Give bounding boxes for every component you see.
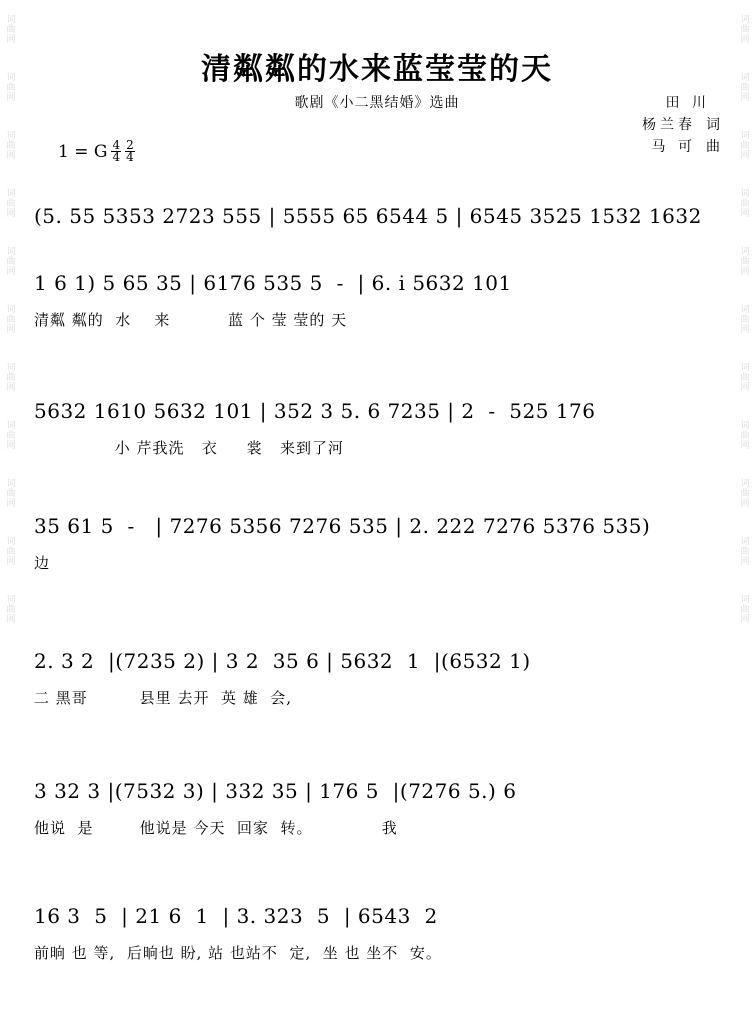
- credit-name: 杨兰春: [642, 117, 696, 133]
- watermark-text: 词曲网: [738, 536, 749, 566]
- music-system-3: [34, 400, 724, 458]
- watermark-column-right: [736, 0, 752, 1022]
- watermark-text: 词曲网: [4, 130, 15, 160]
- credit-row: [642, 136, 720, 158]
- watermark-text: 词曲网: [4, 188, 15, 218]
- notation-line: 16 3 5 | 21 6 1 | 3. 323 5 | 6543 2: [34, 904, 438, 928]
- music-system-4: [34, 515, 724, 573]
- watermark-column-left: [2, 0, 18, 1022]
- watermark-text: 词曲网: [4, 362, 15, 392]
- page-title: 清粼粼的水来蓝莹莹的天: [201, 52, 553, 87]
- notation-line: (5. 55 5353 2723 555 | 5555 65 6544 5 | 6545 3525 1532 1632: [34, 204, 702, 228]
- lyrics-line: 二 黑哥 县里 去开 英 雄 会,: [34, 689, 293, 707]
- watermark-text: 词曲网: [4, 536, 15, 566]
- music-system-2: [34, 272, 724, 330]
- credit-row: [642, 114, 720, 136]
- watermark-text: 词曲网: [738, 246, 749, 276]
- music-system-1: [34, 205, 724, 228]
- watermark-text: 词曲网: [738, 72, 749, 102]
- watermark-text: 词曲网: [738, 594, 749, 624]
- music-system-7: [34, 905, 724, 963]
- watermark-text: 词曲网: [738, 304, 749, 334]
- watermark-text: 词曲网: [738, 362, 749, 392]
- watermark-text: 词曲网: [4, 72, 15, 102]
- credit-name: 马 可: [651, 139, 696, 155]
- notation-line: 35 61 5 - | 7276 5356 7276 535 | 2. 222 7276 5376 535): [34, 514, 651, 538]
- time-signature-duplicate: $\frac{2}{4}$: [126, 138, 134, 165]
- lyrics-line: 清粼 粼的 水 来 蓝 个 莹 莹的 天: [34, 311, 348, 329]
- lyrics-line: 他说 是 他说是 今天 回家 转。 我: [34, 819, 398, 837]
- watermark-text: 词曲网: [738, 420, 749, 450]
- notation-line: 1 6 1) 5 65 35 | 6176 535 5 - | 6. i 5632 101: [34, 271, 512, 295]
- watermark-text: 词曲网: [4, 420, 15, 450]
- music-system-6: [34, 780, 724, 838]
- watermark-text: 词曲网: [4, 14, 15, 44]
- music-system-5: [34, 650, 724, 708]
- credits-block: [642, 92, 720, 158]
- watermark-text: 词曲网: [4, 594, 15, 624]
- time-signature: $\frac{4}{4}$: [112, 138, 121, 165]
- watermark-text: 词曲网: [738, 14, 749, 44]
- notation-line: 2. 3 2 |(7235 2) | 3 2 35 6 | 5632 1 |(6532 1): [34, 649, 531, 673]
- watermark-text: 词曲网: [4, 478, 15, 508]
- page-subtitle: 歌剧《小二黑结婚》选曲: [294, 95, 460, 111]
- credit-row: [642, 92, 720, 114]
- lyrics-line: 小 芹我洗 衣 裳 来到了河: [34, 439, 344, 457]
- key-signature: 1 = G: [58, 141, 108, 162]
- lyrics-line: 前晌 也 等, 后晌也 盼, 站 也站不 定, 坐 也 坐不 安。: [34, 944, 442, 962]
- key-and-time-signature: [58, 140, 135, 164]
- watermark-text: 词曲网: [4, 246, 15, 276]
- watermark-text: 词曲网: [738, 188, 749, 218]
- credit-role: 曲: [706, 139, 720, 155]
- notation-line: 3 32 3 |(7532 3) | 332 35 | 176 5 |(7276 5.) 6: [34, 779, 517, 803]
- notation-line: 5632 1610 5632 101 | 352 3 5. 6 7235 | 2 - 525 176: [34, 399, 596, 423]
- watermark-text: 词曲网: [4, 304, 15, 334]
- watermark-text: 词曲网: [738, 130, 749, 160]
- lyrics-line: 边: [34, 554, 51, 572]
- watermark-text: 词曲网: [738, 478, 749, 508]
- credit-name: 田 川: [665, 95, 710, 111]
- credit-role: 词: [706, 117, 720, 133]
